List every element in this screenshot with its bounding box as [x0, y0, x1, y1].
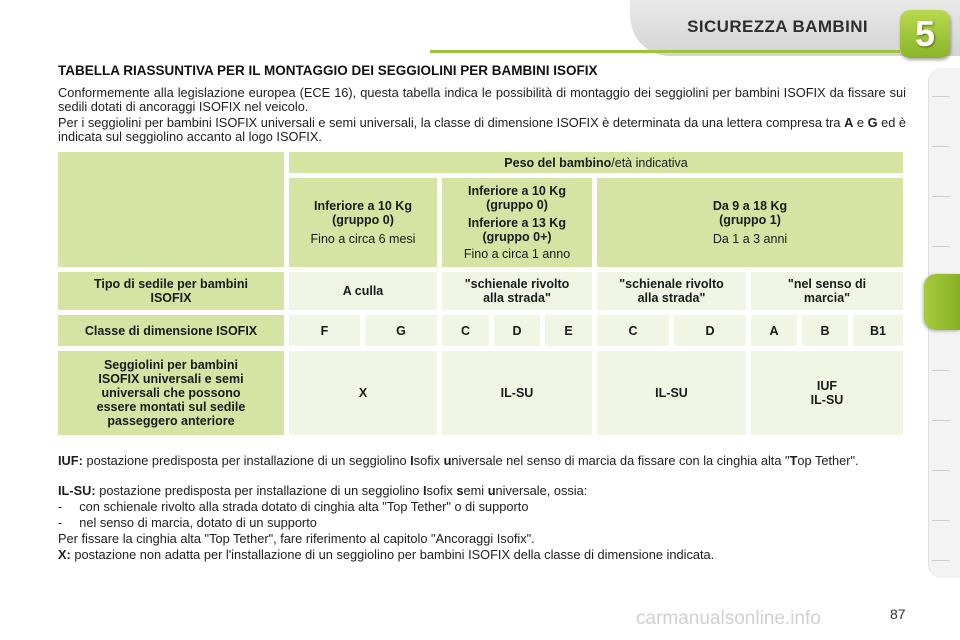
- group-cell-0plus: Inferiore a 10 Kg (gruppo 0) Inferiore a 13 Kg (gruppo 0+) Fino a circa 1 anno: [442, 178, 592, 267]
- header-accent-line: [430, 50, 900, 53]
- seat-type-cell: A culla: [289, 272, 437, 310]
- group-cell-1: Da 9 a 18 Kg (gruppo 1) Da 1 a 3 anni: [597, 178, 903, 267]
- page-number: 87: [890, 606, 906, 622]
- chapter-badge: 5: [900, 10, 950, 58]
- side-tab-divider: [932, 196, 950, 197]
- seat-type-label: Tipo di sedile per bambini ISOFIX: [58, 272, 284, 310]
- size-class-cell: F: [289, 315, 360, 346]
- watermark: carmanualsonline.info: [636, 608, 821, 629]
- size-class-cell: B: [802, 315, 848, 346]
- section-title: SICUREZZA BAMBINI: [687, 17, 868, 36]
- side-tab-divider: [932, 370, 950, 371]
- legend-iuf: IUF: postazione predisposta per installazione di un seggiolino Isofix universale nel senso di marcia da fissare con la cinghia alta "Top Tether".: [58, 453, 859, 468]
- legend-ilsu: IL-SU: postazione predisposta per installazione di un seggiolino Isofix semi universale, ossia:: [58, 483, 588, 498]
- seat-type-cell: "schienale rivolto alla strada": [442, 272, 592, 310]
- size-class-cell: G: [365, 315, 437, 346]
- size-class-cell: A: [751, 315, 797, 346]
- result-cell: X: [289, 351, 437, 435]
- intro-paragraph-1: Conformemente alla legislazione europea (ECE 16), questa tabella indica le possibilità di montaggio dei seggiolini per bambini ISOFIX da fissare sui sedili dotati di ancoraggi ISOFIX nel veicolo.: [58, 85, 906, 114]
- side-tab-active[interactable]: [924, 274, 960, 330]
- size-class-cell: C: [442, 315, 489, 346]
- legend-tether-note: Per fissare la cinghia alta "Top Tether", fare riferimento al capitolo "Ancoraggi Isofix".: [58, 531, 535, 546]
- size-class-cell: D: [494, 315, 540, 346]
- side-tab-divider: [932, 470, 950, 471]
- intro-paragraph-2: Per i seggiolini per bambini ISOFIX universali e semi universali, la classe di dimensione ISOFIX è determinata da una lettera compresa tra A e G ed è indicata sul seggiolino accanto al logo ISOFIX.: [58, 115, 907, 144]
- weight-header: Peso del bambino/età indicativa: [289, 152, 903, 173]
- side-tab-divider: [932, 96, 950, 97]
- page-title: TABELLA RIASSUNTIVA PER IL MONTAGGIO DEI SEGGIOLINI PER BAMBINI ISOFIX: [58, 63, 598, 78]
- size-class-cell: E: [545, 315, 592, 346]
- front-seat-label: Seggiolini per bambini ISOFIX universali e semi universali che possono essere montati sul sedile passeggero anteriore: [58, 351, 284, 435]
- result-cell: IUF IL-SU: [751, 351, 903, 435]
- size-class-cell: C: [597, 315, 669, 346]
- legend-bullet: - con schienale rivolto alla strada dotato di cinghia alta "Top Tether" o di supporto: [58, 499, 529, 514]
- seat-type-cell: "nel senso di marcia": [751, 272, 903, 310]
- side-tab-divider: [932, 560, 950, 561]
- size-class-cell: D: [674, 315, 746, 346]
- size-class-label: Classe di dimensione ISOFIX: [58, 315, 284, 346]
- result-cell: IL-SU: [442, 351, 592, 435]
- result-cell: IL-SU: [597, 351, 746, 435]
- legend-bullet: - nel senso di marcia, dotato di un supporto: [58, 515, 317, 530]
- size-class-cell: B1: [853, 315, 903, 346]
- legend-x: X: postazione non adatta per l'installazione di un seggiolino per bambini ISOFIX della classe di dimensione indicata.: [58, 547, 715, 562]
- side-tab-divider: [932, 520, 950, 521]
- group-cell-0: Inferiore a 10 Kg (gruppo 0) Fino a circa 6 mesi: [289, 178, 437, 267]
- seat-type-cell: "schienale rivolto alla strada": [597, 272, 746, 310]
- side-tab-divider: [932, 246, 950, 247]
- table-corner-cell: [58, 152, 284, 267]
- side-tab-divider: [932, 420, 950, 421]
- side-tab-divider: [932, 146, 950, 147]
